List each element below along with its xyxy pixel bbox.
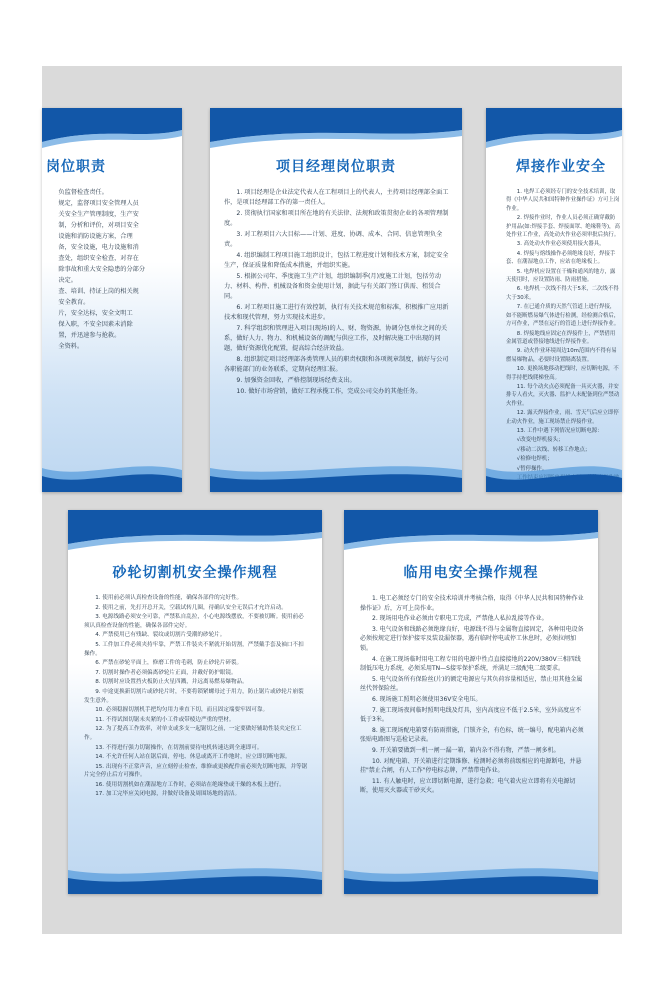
body-line: 10. 更换场地移动把线时，应切断电源，不得手持把线爬梯登高。 [506, 366, 619, 381]
body-line: 1. 电焊工必须经专门的安全技术培训，取得《中华人民共和国特种作业操作证》方可上岗作业。 [506, 189, 620, 212]
body-line: 7. 施工现场夜间临时照明电线及灯具，室内高度应不低于2.5米，室外高度应不低于3米。 [360, 706, 582, 724]
body-line: 规定，监督项目安全管理人员 [58, 200, 139, 207]
body-line: 16. 使用切割机如在潮湿地方工作时，必须站在绝缘垫或干燥的木板上进行。 [95, 781, 285, 788]
body-line: 14. 不允许任何人站在锯后面，停电、休息或离开工作地时，应立即切断电源。 [95, 754, 291, 761]
body-line: √移动二次线、转移工作地点； [516, 446, 591, 453]
body-line: 10. 必须稳握切割机手把均匀用力垂直下切，而且固定端要牢固可靠。 [95, 707, 269, 714]
body-line: 3. 高处动火作业必须使用接火器具， [516, 241, 605, 248]
body-line: 11. 每个动火点必须配备一具灭火器，并安排专人看火，灭火器、监护人未配备到位严禁动火作业。 [506, 383, 620, 407]
body-line: 片，安全达标，安全文明工 [58, 310, 133, 317]
body-line: 查处，组织安全检查，对存在 [58, 255, 139, 262]
body-line: 13. 不得进行强力切锯操作，在切割前要待电机转速达到全速即可。 [95, 744, 263, 751]
body-line: 5. 根据公司年、季度施工生产计划，组织编制季(月)度施工计划，包括劳动力、材料、构件、机械设备和资金使用计划，据此与有关部门签订供需、租赁合同。 [224, 273, 441, 300]
board-body [360, 594, 584, 797]
body-line: 2. 焊接作业时，作业人员必须正确穿戴防护用品(如:焊接手套、焊接面罩、绝缘鞋等)，高处作业工作业，高处动火作业必须审批后执行。 [506, 215, 620, 239]
body-line: 关安全生产管理制度，生产安 [58, 211, 139, 218]
body-line: 4. 严禁使用已有残缺、裂纹或切割片受潮的砂轮片。 [95, 632, 226, 639]
body-line: 6. 严禁在砂轮平面上，修磨工件的毛刺，防止砂轮片碎裂。 [95, 660, 243, 667]
body-line: 1. 电工必须经专门的安全技术培训并考核合格，取得《中华人民共和国特种作业操作证》后，方可上岗作业。 [360, 595, 584, 612]
body-line: 2. 使用之前，先打开总开关，空载试转几圈，待确认安全无误后才允许启动。 [95, 604, 287, 611]
body-line: 设施和消防设施方案，合理 [58, 233, 133, 240]
body-line: √检修电焊机； [516, 456, 553, 463]
body-line: 置，并迅速参与抢救。 [58, 332, 121, 339]
board-body [224, 188, 450, 398]
body-line: 4. 在施工现场临时用电工程专用的电源中性点直接接地的220V/380V三相四线制低压电力系统，必须采用TN—S接零保护系统，并满足三级配电二级要求。 [360, 655, 581, 673]
top-wave-decoration [344, 510, 598, 570]
body-line: 8. 组织制定项目经理部各类管理人员的职责权限和各项规章制度，搞好与公司各职能部门的业务联系，定期向经理汇报。 [224, 356, 449, 373]
bottom-wave-decoration [210, 458, 462, 492]
body-line: 13. 工作中遇下列情况应切断电源： [516, 427, 603, 434]
board-title: 岗位职责 [46, 159, 106, 175]
board-title: 焊接作业安全 [516, 159, 606, 175]
bottom-wave-decoration [486, 458, 622, 492]
body-line: 4. 组织编制工程项目施工组织设计，包括工程进度计划和技术方案，制定安全生产，保证质量和降低成本措施，并组织实施。 [224, 252, 449, 269]
board-title: 临用电安全操作规程 [403, 565, 539, 581]
body-line: 1. 项目经理是企业法定代表人在工程项目上的代表人，主持项目经理部全面工作，是项目经理部工作的第一责任人。 [224, 189, 449, 206]
body-line: 9. 动火作业环境周边10m范围内不得有易燃易爆物品，必要时设置隔离装置。 [506, 348, 617, 363]
body-line: 5. 工件加工件必须夹持牢靠，严禁工件装夹不紧就开始切割，严禁戴手套及袖口不扣操作。 [84, 641, 304, 657]
board-safety-duties [42, 108, 182, 492]
board-body [46, 188, 170, 353]
board-body [84, 594, 308, 800]
body-line: 5. 电焊机应设置在干燥和通风的地方，露天使用时，应设置防雨、防雨措施。 [506, 268, 616, 284]
board-welding-safety [486, 108, 622, 492]
board-title: 项目经理岗位职责 [276, 159, 396, 175]
top-wave-decoration [68, 510, 322, 570]
body-line: 决定。 [58, 277, 77, 284]
body-line: 11. 有人触电时，应立即切断电源，进行急救；电气着火应立即将有关电源切断，使用灭火器或干砂灭火。 [360, 777, 576, 795]
body-line: 安全教育。 [58, 299, 90, 306]
body-line: 全资料。 [58, 343, 84, 350]
body-line: 6. 电焊机一次线不得大于5米，二次线不得大于30米。 [506, 286, 619, 301]
body-line: 8. 切割时应设置挡火板防止火星四溅，并远离易燃易爆物品。 [95, 679, 248, 686]
body-line: 2. 现场用电作业必须由专职电工完成，严禁他人私拉乱接等作业。 [372, 615, 548, 623]
body-line: 8. 焊接地线应固定在焊接件上，严禁借用金属管道或替接地线进行焊接作业。 [506, 330, 616, 345]
bottom-wave-decoration [42, 458, 182, 492]
bottom-wave-decoration [68, 860, 322, 894]
body-line: 7. 科学组织和管理进入项目(现场)的人、财、物资源，协调分包单位之间的关系，做好人力、物力、和机械设备的调配与供应工作，及时解决施工中出现的问题，做好资源优化配置，提高综合经济效益。 [224, 325, 448, 352]
body-line: 12. 露天焊接作业，雨、雪天气后应立即停止动火作业，施工现场禁止焊接作业。 [506, 410, 619, 425]
board-body [506, 188, 620, 492]
body-line: 9. 开关箱要做到一机一闸一漏一箱，箱内杂不得有物，严禁一闸多机。 [372, 746, 560, 754]
body-line: 1. 使用前必须认真检查设备的性能，确保各部件的完好性。 [95, 595, 243, 601]
body-line: 查、培训、持证上岗的相关规 [58, 288, 139, 295]
body-line: 12. 为了提高工作效率，对单支或多支一起锯切之前，一定要做好辅助性装夹定位工作。 [84, 726, 302, 741]
board-title: 砂轮切割机安全操作规程 [112, 565, 278, 581]
board-temporary-power-rules [344, 510, 598, 894]
body-line: 10. 做好市场营销，做好工程承揽工作，完成公司交办的其他任务。 [236, 388, 422, 395]
body-line: 17. 加工完毕应关闭电源，并做好设备及周围场地的清洁。 [95, 791, 241, 798]
body-line: √暂停操作。 [516, 465, 548, 472]
body-line: 7. 在已通介质的天然气管道上进行焊接，如不能断燃易爆气体进行检测，经检测合格后，方可作业，严禁在运行的管道上进行焊接作业。 [506, 304, 620, 328]
body-line: √改变电焊机接头； [516, 437, 564, 444]
body-line: 负监督检查责任。 [58, 189, 108, 196]
body-line: 保入职，不安全因素未消除 [58, 321, 133, 328]
body-line: 8. 施工现场配电箱要有防雨措施，门锁齐全，有色标，统一编号，配电箱内必须张贴电路图与巡检记录表。 [360, 726, 584, 744]
body-line: 7. 切割时操作者必须偏离砂轮片正面，并戴好防护眼镜。 [95, 669, 237, 676]
body-line: 6. 对工程项目施工进行有效控制，执行有关技术规范和标准，积极推广应用新技术和现代管理，努力实现技术进步。 [224, 304, 449, 321]
board-cutting-machine-rules [68, 510, 322, 894]
board-project-manager-duties [210, 108, 462, 492]
body-line: 除事故和重大安全隐患的分部分 [58, 266, 146, 273]
body-line: 5. 电气设备所有保险丝(片)的额定电源应与其负荷容量相适应，禁止用其他金属丝代替保险丝。 [360, 675, 583, 693]
body-line: 3. 电气设备和线路必须绝缘良好，电源线不得与金属物直接固定，各种用电设备必须按规定进行保护接零及装设漏保器，遇有临时停电或停工休息时，必须拉闸加锁。 [360, 625, 584, 652]
body-line: 6. 现场施工照明必须使用36V安全电压。 [372, 695, 482, 703]
body-line: 备，安全设施，电力设施和消 [58, 244, 139, 251]
body-line: 11. 不得试图切锯未夹紧的小工件或带棱边严重的型材。 [95, 716, 235, 723]
body-line: 制，分析和评价，对项目安全 [58, 222, 139, 229]
body-line: 2. 贯彻执行国家和项目所在地的有关法律、法规和政策贯彻企业的各项管理制度。 [224, 210, 449, 227]
body-line: 3. 电源线路必须安全可靠，严禁私自乱拉，小心电源线摆放，不要被切断。使用前必须认真检查设备的性能，确保各部件完好。 [84, 614, 304, 629]
body-line: 9. 加强资金回收，严格控制现场经费支出。 [236, 377, 356, 384]
body-line: 9. 中途更换新切割片或砂轮片时，不要将锁紧螺母过于用力，防止锯片或砂轮片崩裂发生意外。 [84, 688, 304, 704]
body-line: 3. 对工程项目六大目标——计划、进度、协调、成本、合同、信息管理负全责。 [224, 231, 443, 248]
body-line: 10. 对配电箱、开关箱进行定期维修、检测时必须将前级相应的电源断电，并悬挂"禁止合闸，有人工作"停电标志牌，严禁带电作业。 [360, 757, 582, 775]
body-line: 4. 焊接与熔线操作必须绝缘良好，焊接手套、在潮湿地点工作，应站在绝缘板上。 [506, 250, 616, 266]
body-line: 15. 出现有不正常声音，应立刻停止检查，维修或更换配件前必须先切断电源，并等锯片完全停止后方可操作。 [84, 763, 308, 779]
bottom-wave-decoration [344, 860, 598, 894]
